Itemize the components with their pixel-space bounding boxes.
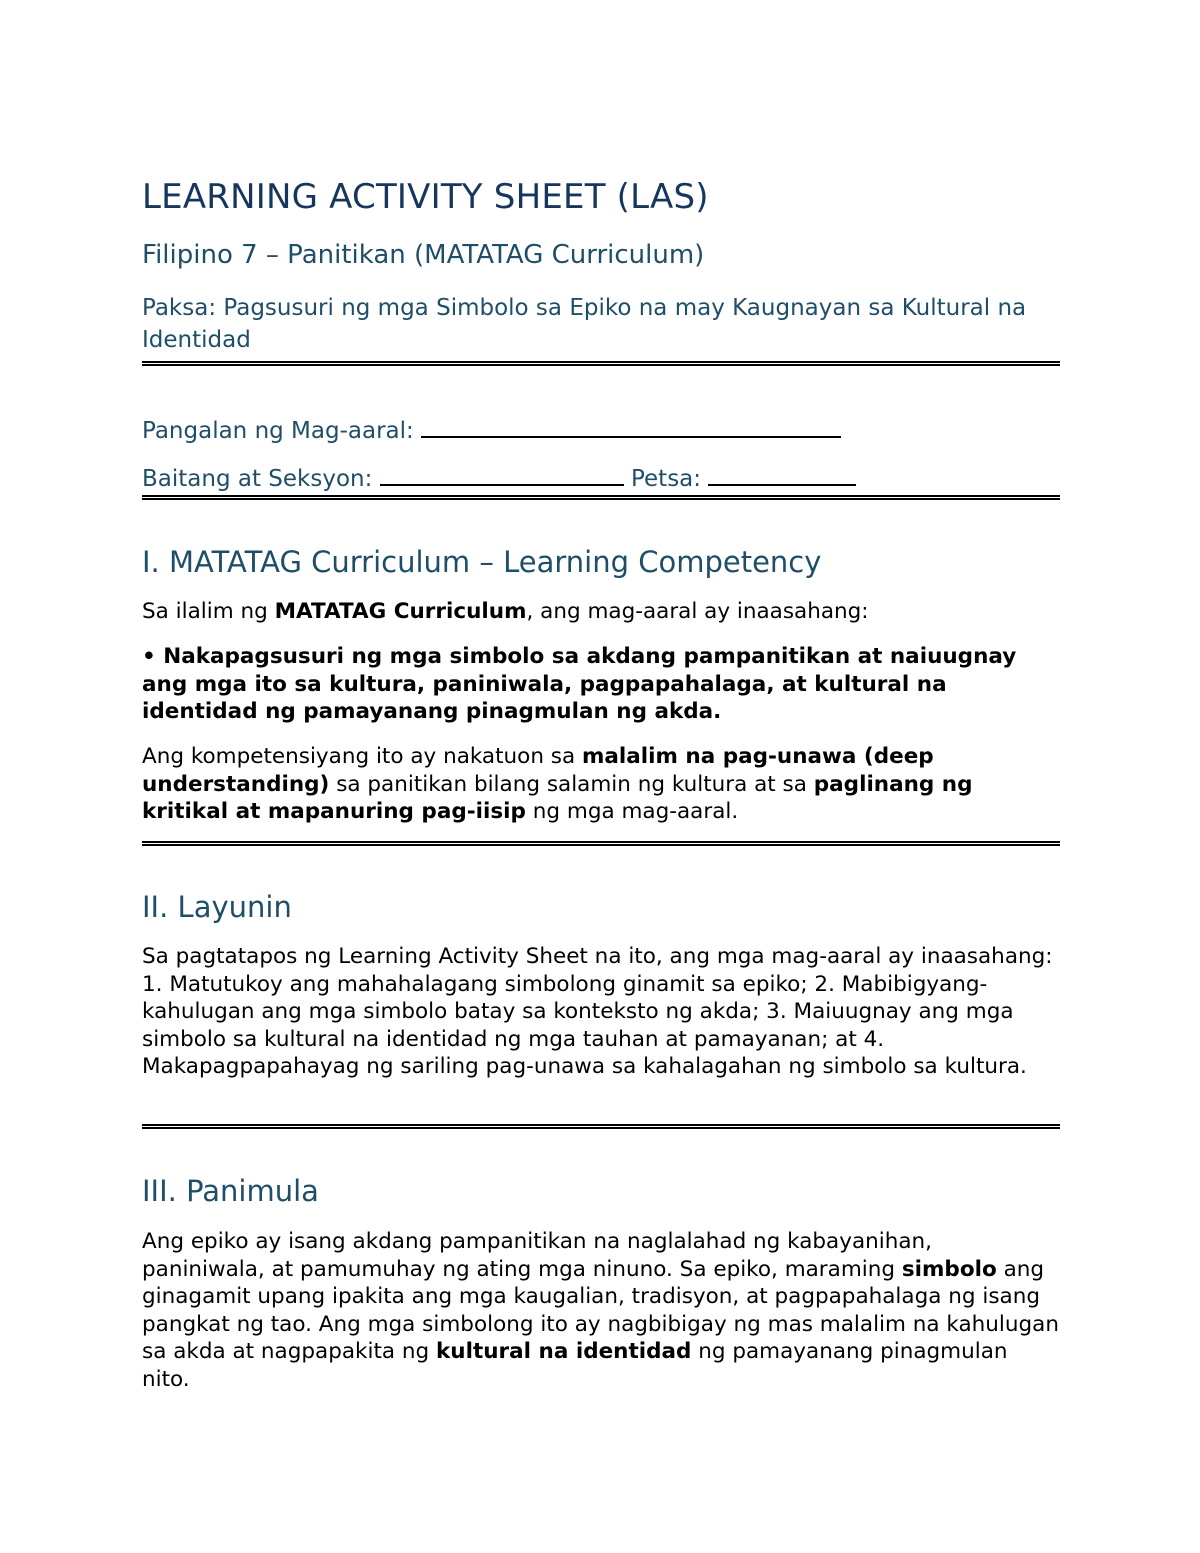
- document-topic: Paksa: Pagsusuri ng mga Simbolo sa Epiko na may Kaugnayan sa Kultural na Identidad: [142, 295, 1027, 353]
- layunin-body: Sa pagtatapos ng Learning Activity Sheet na ito, ang mga mag-aaral ay inaasahang: 1. Matutukoy ang mahahalagang simbolong ginamit sa epiko; 2. Mabibigyang-kahulugan ang mga simbolo batay sa konteksto ng akda; 3. Maiuugnay ang mga simbolo sa kultural na identidad ng mga tauhan at pamayanan; at 4. Makapagpapahayag ng sariling pag-unawa sa kahalagahan ng simbolo sa kultura.: [142, 944, 1053, 1079]
- text-run: Ang epiko ay isang akdang pampanitikan na naglalahad ng kabayanihan, paniniwala, at pamumuhay ng ating mga ninuno. Sa epiko, maraming: [142, 1229, 932, 1282]
- competency-description: [142, 743, 1060, 826]
- competency-intro: [142, 598, 1060, 626]
- date-blank[interactable]: [708, 460, 856, 486]
- text-run-bold: MATATAG Curriculum: [274, 599, 527, 624]
- date-label: Petsa:: [630, 466, 702, 492]
- text-run-bold: paglinang ng kritikal at mapanuring pag-iisip: [142, 771, 973, 824]
- grade-section-label: Baitang at Seksyon:: [142, 466, 373, 492]
- student-name-blank[interactable]: [421, 412, 841, 438]
- text-run: sa panitikan bilang salamin ng kultura at sa: [329, 771, 814, 797]
- divider: [142, 1124, 1060, 1129]
- section-heading-competency: I. MATATAG Curriculum – Learning Competency: [142, 545, 822, 579]
- text-run: ng pamayanang pinagmulan nito.: [142, 1339, 1008, 1392]
- document-title: LEARNING ACTIVITY SHEET (LAS): [142, 177, 709, 217]
- text-run-bold: malalim na pag-unawa (deep understanding): [142, 744, 934, 797]
- divider: [142, 495, 1060, 500]
- text-run: , ang mag-aaral ay inaasahang:: [526, 599, 869, 624]
- student-name-field: [142, 412, 841, 444]
- text-run-bold: kultural na identidad: [436, 1339, 692, 1364]
- panimula-body: [142, 1228, 1060, 1393]
- grade-date-field: [142, 460, 856, 492]
- divider: [142, 841, 1060, 846]
- student-name-label: Pangalan ng Mag-aaral:: [142, 418, 414, 444]
- section-heading-panimula: III. Panimula: [142, 1174, 319, 1208]
- section-heading-layunin: II. Layunin: [142, 890, 292, 924]
- text-run: ang ginagamit upang ipakita ang mga kaugalian, tradisyon, at pagpapahalaga ng isang pangkat ng tao. Ang mga simbolong ito ay nagbibigay ng mas malalim na kahulugan sa akda at nagpapakita ng: [142, 1256, 1059, 1364]
- divider: [142, 361, 1060, 366]
- text-run-bold: simbolo: [901, 1256, 997, 1282]
- grade-section-blank[interactable]: [380, 460, 624, 486]
- document-subtitle: Filipino 7 – Panitikan (MATATAG Curriculum): [142, 240, 705, 270]
- text-run: ng mga mag-aaral.: [525, 799, 739, 824]
- competency-bullet: • Nakapagsusuri ng mga simbolo sa akdang pampanitikan at naiuugnay ang mga ito sa kultura, paniniwala, pagpapahalaga, at kultural na identidad ng pamayanang pinagmulan ng akda.: [142, 644, 1017, 724]
- text-run: Sa ilalim ng: [142, 599, 275, 624]
- text-run: Ang kompetensiyang ito ay nakatuon sa: [142, 744, 582, 769]
